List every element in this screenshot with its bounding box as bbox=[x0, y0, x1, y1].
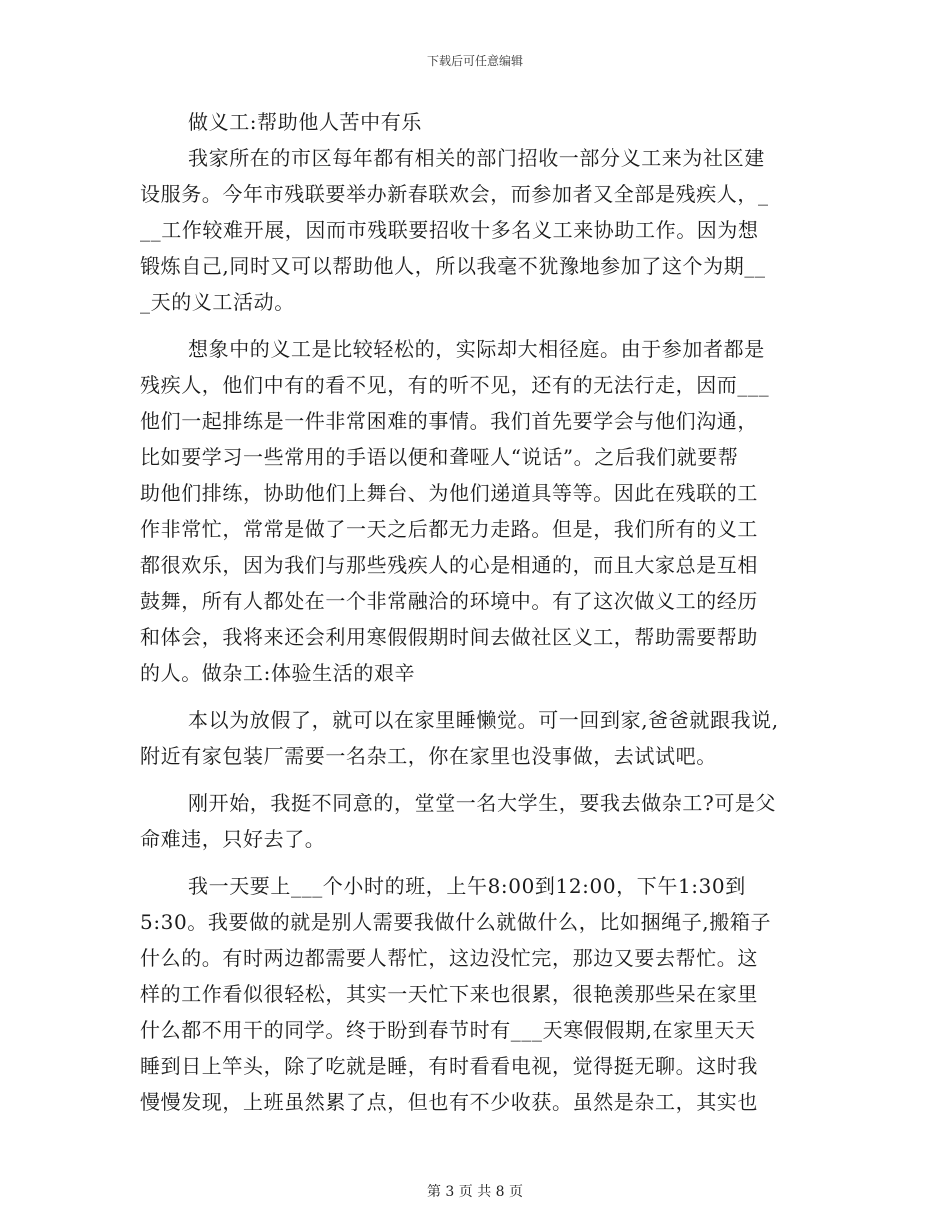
page-number: 第 3 页 共 8 页 bbox=[426, 1184, 524, 1200]
paragraph-line: 都很欢乐，因为我们与那些残疾人的心是相通的，而且大家总是互相 bbox=[140, 553, 758, 577]
section-title-volunteer: 做义工:帮助他人苦中有乐 bbox=[188, 110, 422, 134]
paragraph-line: 作非常忙，常常是做了一天之后都无力走路。但是，我们所有的义工 bbox=[140, 517, 758, 541]
paragraph-line: 我家所在的市区每年都有相关的部门招收一部分义工来为社区建 bbox=[188, 146, 765, 170]
paragraph-line: 设服务。今年市残联要举办新春联欢会，而参加者又全部是残疾人，_ bbox=[140, 182, 769, 206]
paragraph-line: 助他们排练，协助他们上舞台、为他们递道具等等。因此在残联的工 bbox=[140, 481, 758, 505]
paragraph-line: 什么的。有时两边都需要人帮忙，这边没忙完，那边又要去帮忙。这 bbox=[140, 946, 758, 970]
paragraph-line: 本以为放假了，就可以在家里睡懒觉。可一回到家,爸爸就跟我说, bbox=[188, 708, 779, 732]
paragraph-line: 残疾人，他们中有的看不见，有的听不见，还有的无法行走，因而___ bbox=[140, 373, 770, 397]
paragraph-line: 睡到日上竿头，除了吃就是睡，有时看看电视，觉得挺无聊。这时我 bbox=[140, 1054, 758, 1078]
paragraph-line: 的人。做杂工:体验生活的艰辛 bbox=[140, 661, 416, 685]
paragraph-line: 命难违，只好去了。 bbox=[140, 827, 326, 851]
paragraph-line: 刚开始，我挺不同意的，堂堂一名大学生，要我去做杂工?可是父 bbox=[188, 791, 777, 815]
paragraph-line: 和体会，我将来还会利用寒假假期时间去做社区义工，帮助需要帮助 bbox=[140, 625, 758, 649]
paragraph-line: 附近有家包装厂需要一名杂工，你在家里也没事做，去试试吧。 bbox=[140, 744, 717, 768]
page-header: 下载后可任意编辑 bbox=[426, 54, 523, 68]
paragraph-line: __工作较难开展，因而市残联要招收十多名义工来协助工作。因为想 bbox=[140, 218, 759, 242]
paragraph-line: 锻炼自己,同时又可以帮助他人，所以我毫不犹豫地参加了这个为期__ bbox=[140, 254, 766, 278]
paragraph-line: 什么都不用干的同学。终于盼到春节时有___天寒假假期,在家里天天 bbox=[140, 1018, 756, 1042]
paragraph-line: _天的义工活动。 bbox=[140, 290, 295, 314]
paragraph-line: 慢慢发现，上班虽然累了点，但也有不少收获。虽然是杂工，其实也 bbox=[140, 1090, 758, 1114]
paragraph-line: 想象中的义工是比较轻松的，实际却大相径庭。由于参加者都是 bbox=[188, 337, 765, 361]
paragraph-line: 鼓舞，所有人都处在一个非常融洽的环境中。有了这次做义工的经历 bbox=[140, 589, 758, 613]
paragraph-line: 比如要学习一些常用的手语以便和聋哑人“说话”。之后我们就要帮 bbox=[140, 445, 739, 469]
paragraph-line: 5:30。我要做的就是别人需要我做什么就做什么，比如捆绳子,搬箱子 bbox=[140, 910, 772, 934]
paragraph-line: 他们一起排练是一件非常困难的事情。我们首先要学会与他们沟通， bbox=[140, 409, 758, 433]
paragraph-line: 我一天要上___个小时的班，上午8:00到12:00，下午1:30到 bbox=[188, 874, 746, 898]
paragraph-line: 样的工作看似很轻松，其实一天忙下来也很累，很艳羡那些呆在家里 bbox=[140, 982, 758, 1006]
